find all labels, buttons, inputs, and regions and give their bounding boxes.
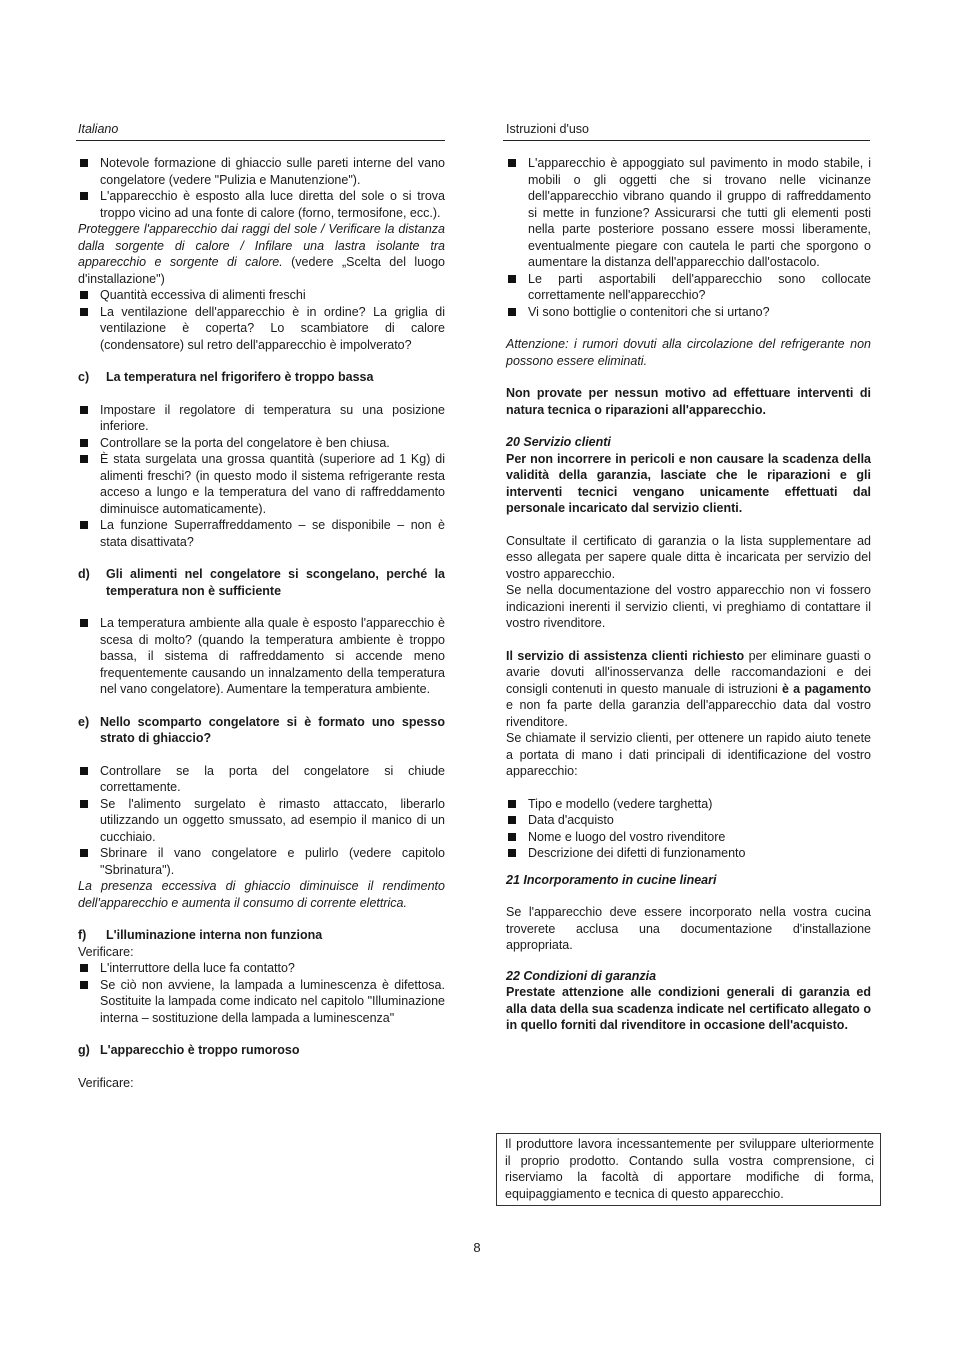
list-item: La funzione Superraffreddamento – se disponibile – non è stata disattivata? [78, 517, 445, 550]
section-title: L'illuminazione interna non funziona [106, 928, 323, 942]
warning-paragraph: Non provate per nessun motivo ad effettuare interventi di natura tecnica o riparazioni all'apparecchio. [506, 386, 871, 417]
list-item: Descrizione dei difetti di funzionamento [506, 845, 871, 862]
list-item: Impostare il regolatore di temperatura su una posizione inferiore. [78, 402, 445, 435]
protect-tail: (vedere „Scelta del luogo d'installazione") [78, 255, 445, 286]
section-title: Nello scomparto congelatore si è formato uno spesso strato di ghiaccio? [100, 714, 445, 745]
left-column [78, 155, 445, 1091]
section-20-p1: Consultate il certificato di garanzia o la lista supplementare ad esso allegata per sapere quale ditta è incaricata per servizio del vostro apparecchio. [506, 533, 871, 581]
manufacturer-notice-box: Il produttore lavora incessantemente per sviluppare ulteriormente il proprio prodotto. Contando sulla vostra comprensione, ci riserviamo la facoltà di apportare modifiche di forma, equipaggiamento e tecnica di questo apparecchio. [496, 1133, 881, 1206]
protect-paragraph [78, 221, 445, 287]
section-title: L'apparecchio è troppo rumoroso [100, 1043, 300, 1057]
right-column [506, 155, 871, 1034]
list-item: L'apparecchio è appoggiato sul pavimento in modo stabile, i mobili o gli oggetti che si trovano nelle vicinanze dell'apparecchio vibrano quando il gruppo di raffreddamento si mette in funzione? Assicurarsi che tutti gli elementi posti nella parte posteriore possano essere mossi liberamente, eventualmente piegare con cautela le parti che sporgono o aumentare la distanza dell'apparecchio dall'ostacolo. [506, 155, 871, 271]
section-e-note: La presenza eccessiva di ghiaccio diminuisce il rendimento dell'apparecchio e aumenta il consumo di corrente elettrica. [78, 879, 445, 910]
list-item: L'interruttore della luce fa contatto? [78, 960, 445, 977]
header-rule-right [503, 140, 870, 141]
section-22-title: 22 Condizioni di garanzia [506, 968, 657, 983]
list-item: Sbrinare il vano congelatore e pulirlo (vedere capitolo "Sbrinatura"). [78, 845, 445, 878]
page-number: 8 [473, 1240, 481, 1255]
verify-label: Verificare: [78, 944, 134, 959]
identification-list [506, 796, 871, 862]
noise-list [506, 155, 871, 320]
header-rule-left [76, 140, 445, 141]
list-item: Nome e luogo del vostro rivenditore [506, 829, 871, 846]
section-f-heading [78, 927, 445, 944]
section-letter: f) [78, 928, 87, 942]
section-g-heading [78, 1042, 445, 1059]
list-item: Se l'alimento surgelato è rimasto attaccato, liberarlo utilizzando un oggetto smussato, ad esempio il manico di un cucchiaio. [78, 796, 445, 846]
list-item: Controllare se la porta del congelatore è ben chiusa. [78, 435, 445, 452]
p3-b: e non fa parte della garanzia dell'apparecchio data dal vostro rivenditore. [506, 698, 871, 729]
list-item: Vi sono bottiglie o contenitori che si urtano? [506, 304, 871, 321]
section-letter: e) [78, 714, 90, 729]
list-item: È stata surgelata una grossa quantità (superiore ad 1 Kg) di alimenti freschi? (in questo modo il sistema refrigerante resta acceso a lungo e la temperatura del vano di raffreddamento diminuisce automaticamente). [78, 451, 445, 517]
protect-italic: Proteggere l'apparecchio dai raggi del sole / Verificare la distanza dalla sorgente di calore / Infilare una lastra isolante tra apparecchio e sorgente di calore. [78, 222, 445, 269]
intro-list-2 [78, 287, 445, 353]
section-20-title: 20 Servizio clienti [506, 435, 611, 449]
list-item: La temperatura ambiente alla quale è esposto l'apparecchio è scesa di molto? (quando la temperatura ambiente è troppo bassa, il sistema di raffreddamento si accende meno frequentemente causando un innalzamento della temperatura nel vano congelatore). Aumentare la temperatura ambiente. [78, 615, 445, 698]
verify-label: Verificare: [78, 1075, 134, 1090]
intro-list [78, 155, 445, 221]
section-e-heading [78, 714, 445, 747]
section-c-list [78, 402, 445, 551]
section-c-heading [78, 369, 445, 386]
section-20-p3 [506, 648, 871, 731]
section-letter: g) [78, 1043, 90, 1057]
section-e-list [78, 763, 445, 879]
list-item: Se ciò non avviene, la lampada a luminescenza è difettosa. Sostituite la lampada come indicato nel capitolo "Illuminazione interna – sostituzione della lampada a luminescenza" [78, 977, 445, 1027]
section-title: Gli alimenti nel congelatore si scongelano, perché la temperatura non è sufficiente [106, 567, 445, 598]
attention-note: Attenzione: i rumori dovuti alla circolazione del refrigerante non possono essere eliminati. [506, 337, 871, 368]
section-letter: c) [78, 370, 90, 384]
list-item: Controllare se la porta del congelatore si chiude correttamente. [78, 763, 445, 796]
list-item: Data d'acquisto [506, 812, 871, 829]
list-item: L'apparecchio è esposto alla luce diretta del sole o si trova troppo vicino ad una fonte di calore (forno, termosifone, ecc.). [78, 188, 445, 221]
list-item: Tipo e modello (vedere targhetta) [506, 796, 871, 813]
section-letter: d) [78, 567, 90, 581]
header-language: Italiano [78, 122, 119, 136]
section-f-list [78, 960, 445, 1026]
p3-a: per eliminare guasti o avarie dovuti all'inosservanza delle raccomandazioni e dei consigli contenuti in questo manuale di istruzioni [506, 648, 871, 696]
section-21-title: 21 Incorporamento in cucine lineari [506, 872, 717, 887]
p3-bold2: è a pagamento [782, 681, 871, 696]
list-item: Notevole formazione di ghiaccio sulle pareti interne del vano congelatore (vedere "Pulizia e Manutenzione"). [78, 155, 445, 188]
list-item: Quantità eccessiva di alimenti freschi [78, 287, 445, 304]
list-item: Le parti asportabili dell'apparecchio sono collocate correttamente nell'apparecchio? [506, 271, 871, 304]
section-d-heading [78, 566, 445, 599]
section-title: La temperatura nel frigorifero è troppo bassa [106, 370, 374, 384]
p3-bold: Il servizio di assistenza clienti richiesto [506, 648, 745, 663]
section-20-p4: Se chiamate il servizio clienti, per ottenere un rapido aiuto tenete a portata di mano i dati principali di identificazione del vostro apparecchio: [506, 731, 871, 778]
section-21-text: Se l'apparecchio deve essere incorporato nella vostra cucina troverete acclusa una documentazione d'installazione appropriata. [506, 905, 871, 952]
list-item: La ventilazione dell'apparecchio è in ordine? La griglia di ventilazione è coperta? Lo scambiatore di calore (condensatore) sul retro dell'apparecchio è impolverato? [78, 304, 445, 354]
header-doc-title: Istruzioni d'uso [506, 122, 589, 136]
section-22-bold: Prestate attenzione alle condizioni generali di garanzia ed alla data della sua scadenza indicate nel certificato allegato o in quello forniti dal rivenditore in occasione dell'acquisto. [506, 985, 871, 1032]
section-20-p2: Se nella documentazione del vostro apparecchio non vi fossero indicazioni inerenti il servizio clienti, vi preghiamo di contattare il vostro rivenditore. [506, 583, 871, 630]
section-20-bold: Per non incorrere in pericoli e non causare la scadenza della validità della garanzia, lasciate che le riparazioni e gli interventi tecnici vengano unicamente effettuati dal personale incaricato dal servizio clienti. [506, 451, 871, 515]
section-d-list [78, 615, 445, 698]
